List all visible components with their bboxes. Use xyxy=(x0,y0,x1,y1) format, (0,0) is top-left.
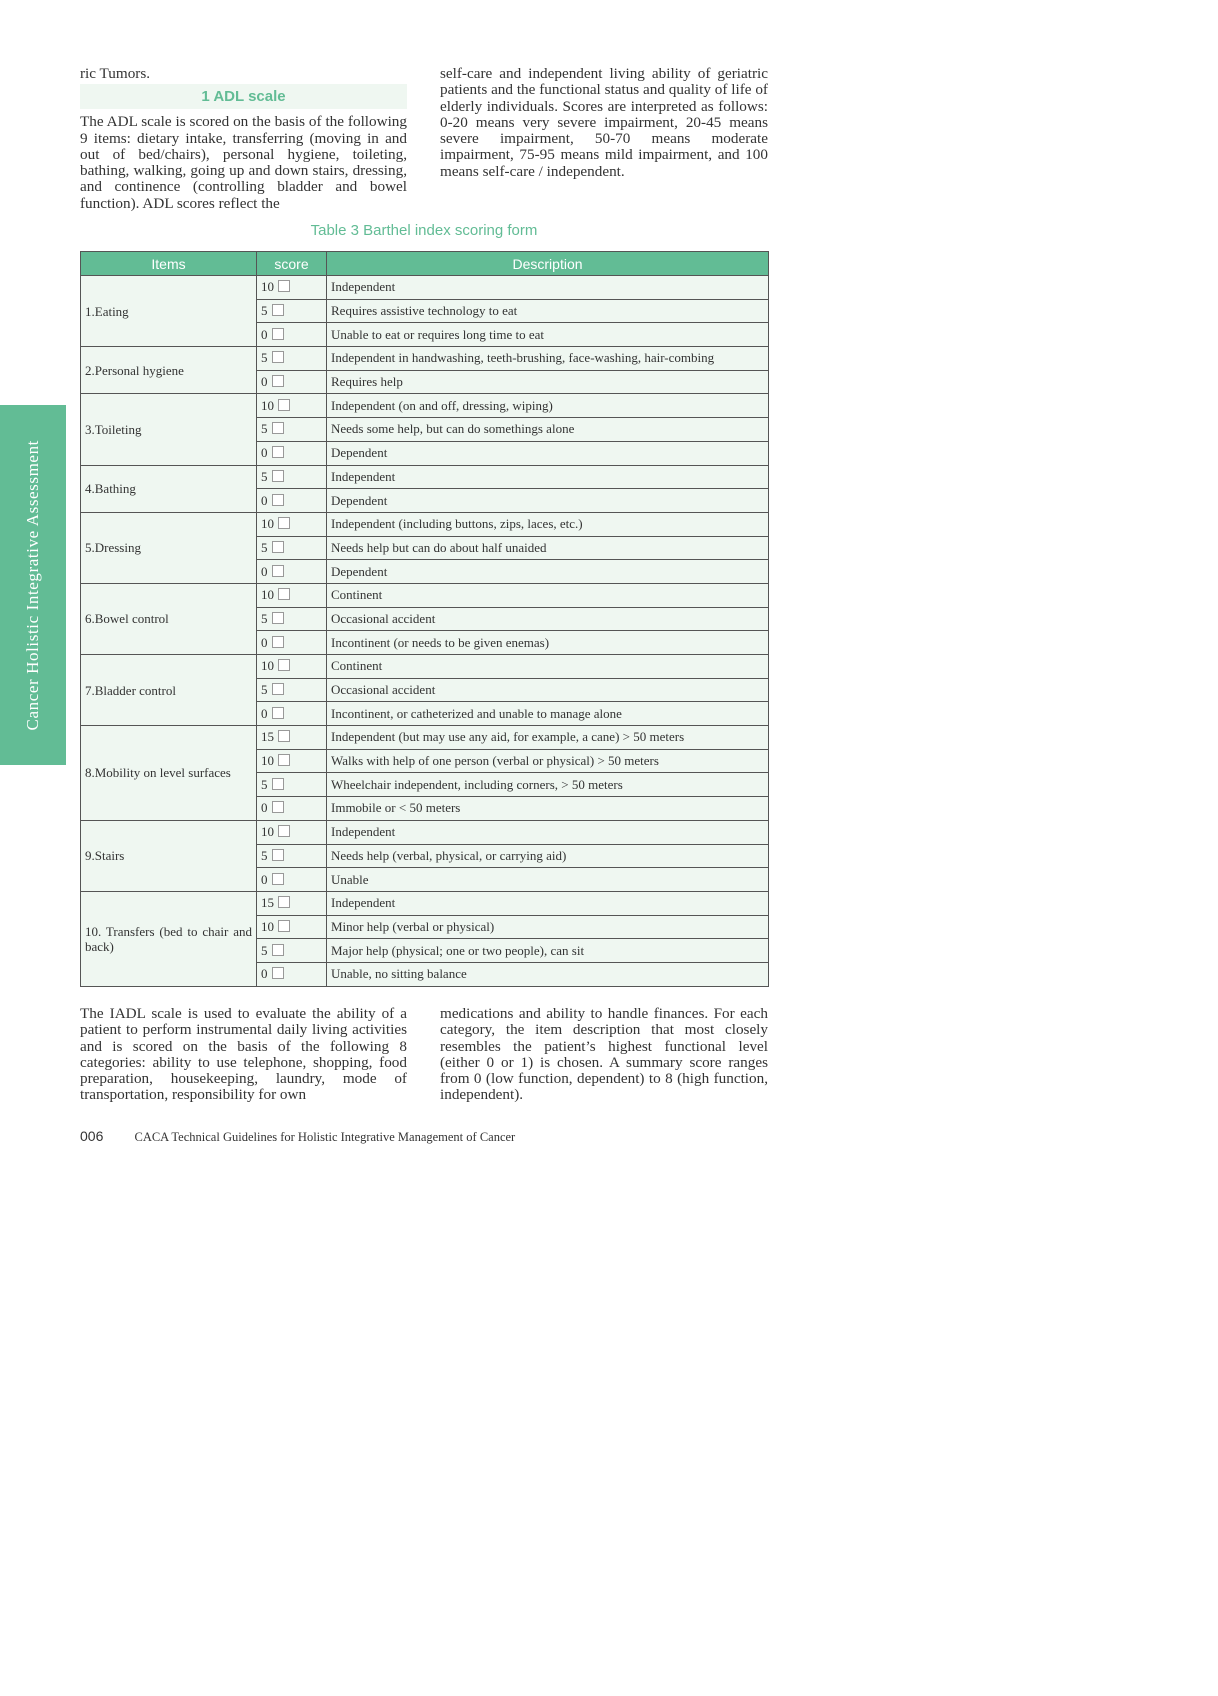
score-value: 5 xyxy=(261,421,268,437)
score-value: 5 xyxy=(261,539,268,555)
score-value: 10 xyxy=(261,824,274,840)
score-cell xyxy=(257,607,327,631)
lead-text: ric Tumors. xyxy=(80,65,151,82)
score-cell xyxy=(257,655,327,679)
table-row xyxy=(81,465,769,489)
description-cell: Needs some help, but can do somethings alone xyxy=(327,418,769,442)
bottom-right-column xyxy=(440,1006,768,1104)
description-cell: Occasional accident xyxy=(327,607,769,631)
description-cell: Independent (but may use any aid, for example, a cane) > 50 meters xyxy=(327,726,769,750)
table-row xyxy=(81,276,769,300)
score-checkbox[interactable] xyxy=(272,944,284,956)
score-checkbox[interactable] xyxy=(272,494,284,506)
score-checkbox[interactable] xyxy=(272,446,284,458)
header-description: Description xyxy=(327,252,769,276)
running-title: CACA Technical Guidelines for Holistic Integrative Management of Cancer xyxy=(134,1130,516,1144)
score-cell xyxy=(257,915,327,939)
description-cell: Independent xyxy=(327,465,769,489)
score-value: 5 xyxy=(261,776,268,792)
score-value: 15 xyxy=(261,895,274,911)
score-value: 10 xyxy=(261,918,274,934)
score-value: 15 xyxy=(261,729,274,745)
score-checkbox[interactable] xyxy=(278,754,290,766)
score-value: 0 xyxy=(261,326,268,342)
score-value: 10 xyxy=(261,397,274,413)
table-row xyxy=(81,394,769,418)
score-checkbox[interactable] xyxy=(272,683,284,695)
score-cell xyxy=(257,844,327,868)
score-cell xyxy=(257,773,327,797)
score-value: 0 xyxy=(261,800,268,816)
score-checkbox[interactable] xyxy=(278,280,290,292)
adl-paragraph: The ADL scale is scored on the basis of the following 9 items: dietary intake, transferring (moving in and out of bed/chairs), personal hygiene, toileting, bathing, walking, going up and down stairs, dressing, and continence (controlling bladder and bowel function). ADL scores reflect the xyxy=(80,113,407,212)
description-cell: Independent xyxy=(327,891,769,915)
score-checkbox[interactable] xyxy=(278,730,290,742)
score-value: 10 xyxy=(261,516,274,532)
score-checkbox[interactable] xyxy=(272,328,284,340)
score-checkbox[interactable] xyxy=(278,588,290,600)
score-cell xyxy=(257,962,327,986)
score-cell xyxy=(257,797,327,821)
score-cell xyxy=(257,441,327,465)
score-value: 5 xyxy=(261,350,268,366)
adl-interpretation-paragraph: self-care and independent living ability of geriatric patients and the functional status and quality of life of elderly individuals. Scores are interpreted as follows: 0-20 means very severe impairment, 20-45 means severe impairment, 50-70 means moderate impairment, 75-95 means mild impairment, and 100 means self-care / independent. xyxy=(440,65,768,180)
description-cell: Needs help (verbal, physical, or carrying aid) xyxy=(327,844,769,868)
table-row xyxy=(81,583,769,607)
description-cell: Dependent xyxy=(327,441,769,465)
description-cell: Independent (including buttons, zips, laces, etc.) xyxy=(327,512,769,536)
score-cell xyxy=(257,583,327,607)
item-name: 4.Bathing xyxy=(81,465,257,512)
score-value: 0 xyxy=(261,492,268,508)
table-row xyxy=(81,347,769,371)
iadl-scoring-paragraph: medications and ability to handle finances. For each category, the item description that most closely resembles the patient’s highest functional level (either 0 or 1) is chosen. A summary score ranges from 0 (low function, dependent) to 8 (high function, independent). xyxy=(440,1005,768,1104)
description-cell: Needs help but can do about half unaided xyxy=(327,536,769,560)
table-row xyxy=(81,512,769,536)
description-cell: Independent xyxy=(327,276,769,300)
score-cell xyxy=(257,465,327,489)
description-cell: Continent xyxy=(327,655,769,679)
section-heading: 1 ADL scale xyxy=(80,84,407,109)
score-value: 10 xyxy=(261,753,274,769)
score-value: 0 xyxy=(261,563,268,579)
score-cell xyxy=(257,489,327,513)
header-items: Items xyxy=(81,252,257,276)
score-value: 5 xyxy=(261,468,268,484)
score-value: 0 xyxy=(261,966,268,982)
score-checkbox[interactable] xyxy=(278,399,290,411)
score-value: 0 xyxy=(261,871,268,887)
score-cell xyxy=(257,631,327,655)
score-cell xyxy=(257,323,327,347)
score-cell xyxy=(257,347,327,371)
table-header-row xyxy=(81,252,769,276)
description-cell: Requires assistive technology to eat xyxy=(327,299,769,323)
score-checkbox[interactable] xyxy=(272,707,284,719)
item-name: 5.Dressing xyxy=(81,512,257,583)
table-row xyxy=(81,655,769,679)
score-cell xyxy=(257,394,327,418)
top-right-column xyxy=(440,66,768,180)
score-checkbox[interactable] xyxy=(272,801,284,813)
score-checkbox[interactable] xyxy=(272,422,284,434)
score-checkbox[interactable] xyxy=(272,351,284,363)
score-value: 5 xyxy=(261,303,268,319)
side-section-tab xyxy=(0,405,66,765)
description-cell: Occasional accident xyxy=(327,678,769,702)
score-value: 5 xyxy=(261,610,268,626)
description-cell: Walks with help of one person (verbal or physical) > 50 meters xyxy=(327,749,769,773)
description-cell: Independent xyxy=(327,820,769,844)
score-cell xyxy=(257,678,327,702)
score-checkbox[interactable] xyxy=(272,612,284,624)
item-name: 7.Bladder control xyxy=(81,655,257,726)
item-name: 3.Toileting xyxy=(81,394,257,465)
item-name: 8.Mobility on level surfaces xyxy=(81,726,257,821)
item-name: 9.Stairs xyxy=(81,820,257,891)
score-value: 10 xyxy=(261,658,274,674)
score-cell xyxy=(257,891,327,915)
page-number: 006 xyxy=(80,1128,104,1144)
table-row xyxy=(81,891,769,915)
item-name: 6.Bowel control xyxy=(81,583,257,654)
item-name: 2.Personal hygiene xyxy=(81,347,257,394)
score-value: 10 xyxy=(261,587,274,603)
score-checkbox[interactable] xyxy=(278,825,290,837)
score-cell xyxy=(257,512,327,536)
table-row xyxy=(81,726,769,750)
score-checkbox[interactable] xyxy=(278,920,290,932)
score-checkbox[interactable] xyxy=(272,967,284,979)
description-cell: Independent in handwashing, teeth-brushing, face-washing, hair-combing xyxy=(327,347,769,371)
description-cell: Minor help (verbal or physical) xyxy=(327,915,769,939)
score-cell xyxy=(257,560,327,584)
score-cell xyxy=(257,820,327,844)
score-value: 5 xyxy=(261,942,268,958)
score-checkbox[interactable] xyxy=(278,517,290,529)
score-cell xyxy=(257,299,327,323)
score-checkbox[interactable] xyxy=(278,659,290,671)
score-cell xyxy=(257,418,327,442)
header-score: score xyxy=(257,252,327,276)
score-checkbox[interactable] xyxy=(272,541,284,553)
table-caption: Table 3 Barthel index scoring form xyxy=(310,222,538,239)
description-cell: Major help (physical; one or two people), can sit xyxy=(327,939,769,963)
score-value: 0 xyxy=(261,634,268,650)
score-cell xyxy=(257,276,327,300)
score-checkbox[interactable] xyxy=(272,470,284,482)
score-cell xyxy=(257,749,327,773)
score-value: 5 xyxy=(261,847,268,863)
description-cell: Incontinent, or catheterized and unable to manage alone xyxy=(327,702,769,726)
score-value: 0 xyxy=(261,374,268,390)
score-value: 0 xyxy=(261,705,268,721)
page-footer xyxy=(80,1128,515,1145)
score-checkbox[interactable] xyxy=(272,849,284,861)
score-checkbox[interactable] xyxy=(272,873,284,885)
description-cell: Unable, no sitting balance xyxy=(327,962,769,986)
side-tab-label: Cancer Holistic Integrative Assessment xyxy=(23,439,42,731)
score-cell xyxy=(257,702,327,726)
score-cell xyxy=(257,939,327,963)
score-value: 0 xyxy=(261,445,268,461)
table-body xyxy=(81,276,769,987)
iadl-paragraph: The IADL scale is used to evaluate the ability of a patient to perform instrumental daily living activities and is scored on the basis of the following 8 categories: ability to use telephone, shopping, food preparation, housekeeping, laundry, mode of transportation, responsibility for own xyxy=(80,1005,407,1104)
score-cell xyxy=(257,726,327,750)
score-cell xyxy=(257,868,327,892)
score-cell xyxy=(257,370,327,394)
bottom-left-column xyxy=(80,1006,407,1104)
top-left-column xyxy=(80,66,407,212)
score-checkbox[interactable] xyxy=(272,375,284,387)
description-cell: Incontinent (or needs to be given enemas) xyxy=(327,631,769,655)
item-name: 10. Transfers (bed to chair and back) xyxy=(81,891,257,986)
description-cell: Independent (on and off, dressing, wiping) xyxy=(327,394,769,418)
description-cell: Immobile or < 50 meters xyxy=(327,797,769,821)
score-cell xyxy=(257,536,327,560)
table-row xyxy=(81,820,769,844)
description-cell: Continent xyxy=(327,583,769,607)
score-checkbox[interactable] xyxy=(272,304,284,316)
description-cell: Wheelchair independent, including corners, > 50 meters xyxy=(327,773,769,797)
description-cell: Dependent xyxy=(327,489,769,513)
score-checkbox[interactable] xyxy=(272,636,284,648)
score-checkbox[interactable] xyxy=(272,778,284,790)
description-cell: Unable xyxy=(327,868,769,892)
description-cell: Unable to eat or requires long time to eat xyxy=(327,323,769,347)
item-name: 1.Eating xyxy=(81,276,257,347)
score-value: 10 xyxy=(261,279,274,295)
score-value: 5 xyxy=(261,682,268,698)
barthel-index-table xyxy=(80,251,769,987)
description-cell: Requires help xyxy=(327,370,769,394)
score-checkbox[interactable] xyxy=(272,565,284,577)
score-checkbox[interactable] xyxy=(278,896,290,908)
description-cell: Dependent xyxy=(327,560,769,584)
